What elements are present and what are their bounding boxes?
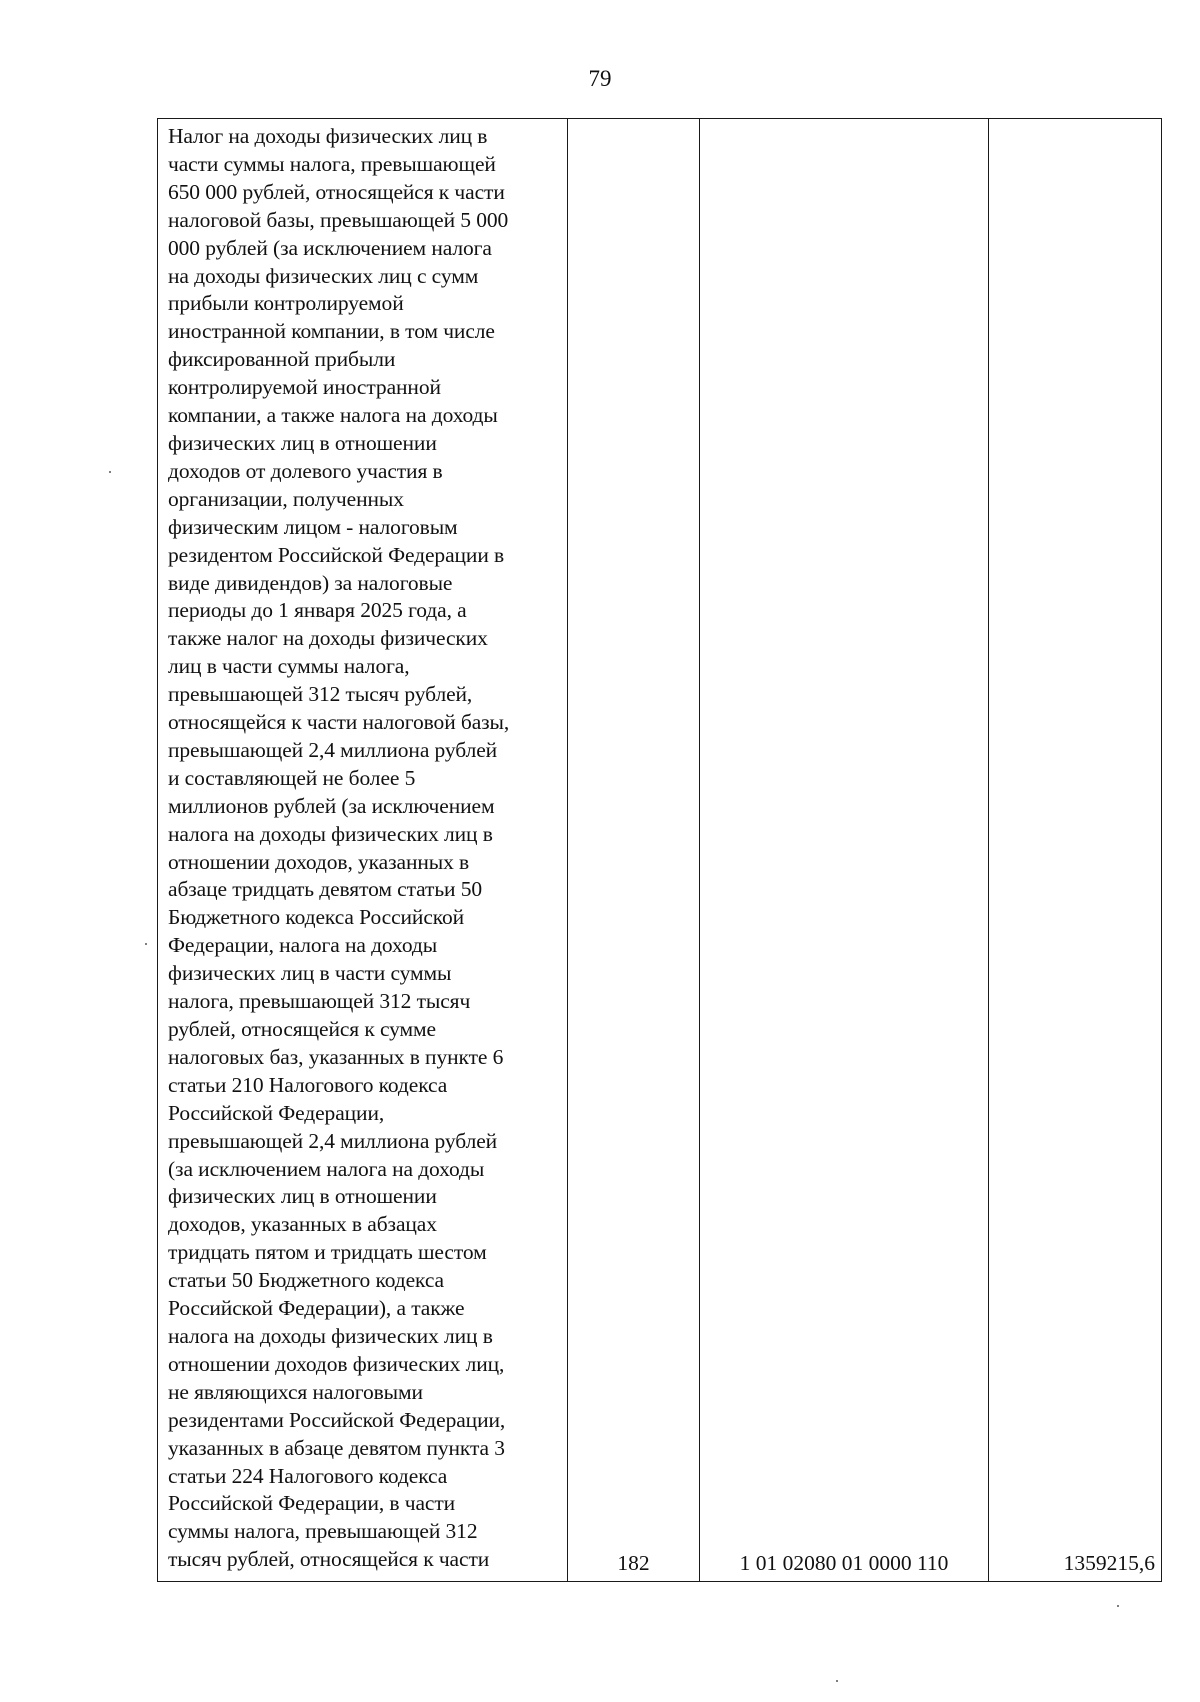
- amount-value: 1359215,6: [1063, 1551, 1155, 1576]
- revenue-name-cell: [158, 119, 568, 1582]
- kbk-code-value: 1 01 02080 01 0000 110: [739, 1551, 949, 1576]
- amount-cell: [989, 119, 1162, 1582]
- scan-speck: [145, 943, 147, 945]
- table-row: [158, 119, 1162, 1582]
- page-number: 79: [588, 66, 612, 91]
- scan-speck: [109, 471, 111, 473]
- scan-speck: [836, 1680, 838, 1682]
- budget-revenue-table: [157, 118, 1162, 1582]
- revenue-name-text: Налог на доходы физических лиц в части суммы налога, превышающей 650 000 рублей, относящейся к части налоговой базы, превышающей 5 000 000 рублей (за исключением налога на доходы физических лиц с сумм прибыли контролируемой иностранной компании, в том числе фиксированной прибыли контролируемой иностранной компании, а также налога на доходы физических лиц в отношении доходов от долевого участия в организации, полученных физическим лицом - налоговым резидентом Российской Федерации в виде дивидендов) за налоговые периоды до 1 января 2025 года, а также налог на доходы физических лиц в части суммы налога, превышающей 312 тысяч рублей, относящейся к части налоговой базы, превышающей 2,4 миллиона рублей и составляющей не более 5 миллионов рублей (за исключением налога на доходы физических лиц в отношении доходов, указанных в абзаце тридцать девятом статьи 50 Бюджетного кодекса Российской Федерации, налога на доходы физических лиц в части суммы налога, превышающей 312 тысяч рублей, относящейся к сумме налоговых баз, указанных в пункте 6 статьи 210 Налогового кодекса Российской Федерации, превышающей 2,4 миллиона рублей (за исключением налога на доходы физических лиц в отношении доходов, указанных в абзацах тридцать пятом и тридцать шестом статьи 50 Бюджетного кодекса Российской Федерации), а также налога на доходы физических лиц в отношении доходов физических лиц, не являющихся налоговыми резидентами Российской Федерации, указанных в абзаце девятом пункта 3 статьи 224 Налогового кодекса Российской Федерации, в части суммы налога, превышающей 312 тысяч рублей, относящейся к части: [168, 124, 510, 1572]
- kbk-code-cell: [700, 119, 989, 1582]
- admin-code-value: 182: [617, 1551, 650, 1576]
- scan-speck: [1117, 1605, 1119, 1607]
- admin-code-cell: [568, 119, 700, 1582]
